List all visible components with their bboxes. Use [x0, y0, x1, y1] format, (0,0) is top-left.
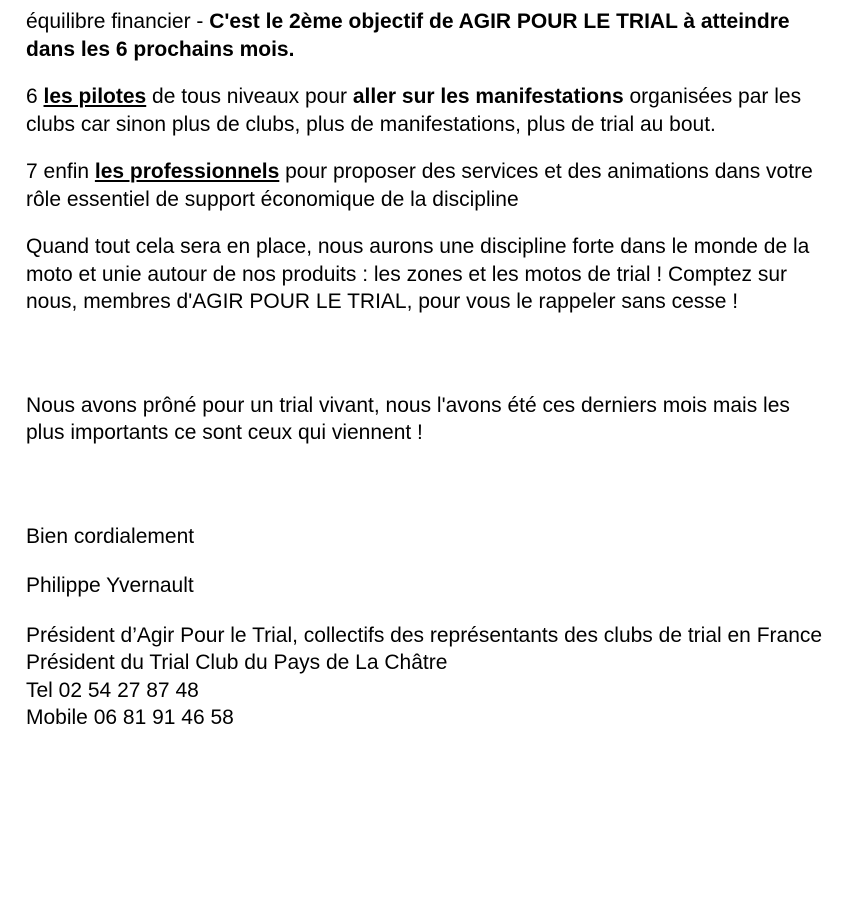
paragraph-financial-objective	[26, 8, 826, 63]
item-number: 6	[26, 85, 44, 108]
closing-salutation: Bien cordialement	[26, 524, 195, 548]
signature-name: Philippe Yvernault	[26, 574, 194, 597]
letter-body	[26, 8, 826, 732]
spacer	[26, 600, 826, 622]
spacer	[26, 213, 826, 233]
paragraph-conclusion: Quand tout cela sera en place, nous aurons une discipline forte dans le monde de la moto et unie autour de nos produits : les zones et les motos de trial ! Comptez sur nous, membres d'AGIR POUR LE TRIAL, pour vous le rappeler sans cesse !	[26, 235, 810, 313]
paragraph-text: équilibre financier -	[26, 10, 210, 33]
manifestations-emphasis: aller sur les manifestations	[352, 85, 624, 108]
spacer	[26, 63, 826, 83]
title-trial-club: Président du Trial Club du Pays de La Châtre	[26, 651, 448, 674]
paragraph-living-trial: Nous avons prôné pour un trial vivant, nous l'avons été ces derniers mois mais les plus importants ce sont ceux qui viennent !	[26, 393, 790, 444]
paragraph-professionals	[26, 158, 826, 213]
objective-emphasis: C'est le 2ème objectif de AGIR POUR LE TRIAL à atteindre dans les 6 prochains mois.	[26, 10, 790, 61]
pilots-heading: les pilotes	[43, 85, 147, 108]
spacer	[26, 447, 826, 523]
phone-number: Tel 02 54 27 87 48	[26, 678, 199, 702]
title-agir-pour-le-trial: Président d’Agir Pour le Trial, collectifs des représentants des clubs de trial en France	[26, 623, 823, 647]
paragraph-text: de tous niveaux pour	[146, 85, 353, 108]
item-number: 7 enfin	[26, 160, 95, 183]
paragraph-pilots	[26, 83, 826, 138]
spacer	[26, 138, 826, 158]
mobile-number: Mobile 06 81 91 46 58	[26, 706, 234, 729]
paragraph-text: pour proposer des services et des animations dans votre rôle essentiel de support économique de la discipline	[26, 160, 813, 211]
professionals-heading: les professionnels	[94, 160, 280, 183]
spacer	[26, 316, 826, 392]
signature-titles	[26, 622, 826, 732]
spacer	[26, 550, 826, 572]
paragraph-text: organisées par les clubs car sinon plus de clubs, plus de manifestations, plus de trial au bout.	[26, 85, 802, 136]
